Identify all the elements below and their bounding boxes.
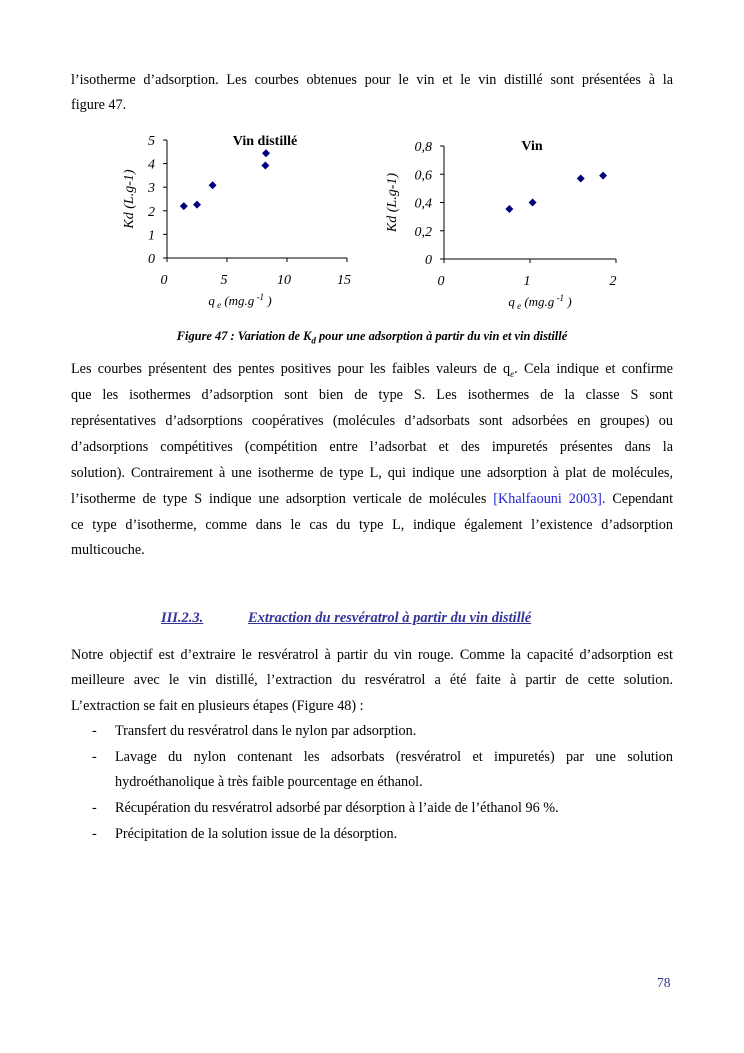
data-point: [261, 161, 269, 169]
data-point: [209, 181, 217, 189]
bullet-dash: -: [92, 723, 97, 739]
y-tick-label: 0,4: [414, 196, 432, 212]
bullet-dash: -: [92, 826, 97, 842]
data-point: [505, 205, 513, 213]
caption-text: pour une adsorption à partir du vin et vin distillé: [315, 329, 568, 343]
text-line: figure 47.: [71, 97, 127, 113]
text-line: L’extraction se fait en plusieurs étapes (Figure 48) :: [71, 698, 364, 714]
text-line: Notre objectif est d’extraire le resvératrol à partir du vin rouge. Comme la capacité d’adsorption est: [71, 647, 673, 663]
bullet-text: Précipitation de la solution issue de la désorption.: [115, 826, 398, 842]
y-tick-label: 3: [148, 181, 155, 197]
x-tick-label: 5: [220, 273, 228, 288]
page-number: 78: [657, 975, 671, 990]
bullet-text: Lavage du nylon contenant les adsorbats (resvératrol et impuretés) par une solution: [115, 749, 673, 765]
x-axis-label: q $_e$ (mg.g $^{-1}$ ): [508, 293, 572, 311]
x-tick-label: 0: [437, 274, 445, 289]
y-tick-label: 0,8: [414, 140, 432, 155]
x-tick-label: 1: [523, 274, 531, 289]
figure-caption: [0, 329, 744, 345]
y-axis-label: Kd (L.g-1): [122, 169, 137, 229]
text: Les courbes présentent des pentes positives pour les faibles valeurs de q: [71, 361, 511, 377]
y-tick-label: 0: [425, 253, 432, 268]
citation-link[interactable]: [Khalfaouni 2003].: [493, 491, 606, 507]
y-tick-label: 0: [148, 252, 155, 267]
text: l’isotherme de type S indique une adsorption verticale de molécules: [71, 491, 494, 507]
x-axis-label: q $_e$ (mg.g $^{-1}$ ): [208, 292, 272, 310]
y-tick-label: 2: [148, 204, 155, 220]
text-line: que les isothermes d’adsorption sont bien de type S. Les isothermes de la classe S sont: [71, 387, 673, 403]
data-point: [180, 202, 188, 210]
text-line: d’adsorptions compétitives (compétition entre l’adsorbat et des impuretés présentes dans la: [71, 439, 673, 455]
bullet-text: hydroéthanolique à très faible pourcentage en éthanol.: [115, 774, 423, 790]
x-tick-label: 15: [337, 273, 351, 288]
text: . Cela indique et confirme: [514, 361, 673, 377]
chart-title: Vin: [521, 139, 543, 154]
x-tick-label: 10: [277, 273, 291, 288]
caption-text: Figure 47 : Variation de K: [176, 329, 312, 343]
y-tick-label: 5: [148, 134, 155, 149]
x-tick-label: 2: [609, 274, 617, 289]
text-line: ce type d’isotherme, comme dans le cas du type L, indique également l’existence d’adsorption: [71, 517, 673, 533]
data-point: [577, 174, 585, 182]
y-tick-label: 0,6: [414, 168, 432, 184]
bullet-dash: -: [92, 800, 97, 816]
text-line: solution). Contrairement à une isotherme de type L, qui indique une adsorption à plat de molécules,: [71, 465, 673, 481]
y-tick-label: 4: [148, 157, 155, 173]
data-point: [193, 201, 201, 209]
text: Cependant: [605, 491, 674, 507]
chart-title: Vin distillé: [232, 134, 298, 149]
x-tick-label: 0: [160, 273, 168, 288]
figure-47-charts: [0, 0, 744, 320]
section-title: Extraction du resvératrol à partir du vin distillé: [248, 610, 532, 626]
caption-sub: d: [311, 335, 316, 346]
subscript: e: [510, 368, 515, 379]
text-line: meilleure avec le vin distillé, l’extraction du resvératrol a été faite à partir de cette solution.: [71, 672, 673, 688]
section-number: III.2.3.: [161, 610, 204, 626]
y-tick-label: 1: [148, 228, 155, 244]
text-line: l’isotherme d’adsorption. Les courbes obtenues pour le vin et le vin distillé sont présentées à la: [71, 72, 673, 88]
data-point: [529, 199, 537, 207]
data-point: [262, 149, 270, 157]
bullet-text: Récupération du resvératrol adsorbé par désorption à l’aide de l’éthanol 96 %.: [115, 800, 559, 816]
data-point: [599, 172, 607, 180]
text-line: représentatives d’adsorptions coopératives (molécules d’adsorbats sont adsorbées en groupes) ou: [71, 413, 673, 429]
bullet-dash: -: [92, 749, 97, 765]
bullet-text: Transfert du resvératrol dans le nylon par adsorption.: [115, 723, 417, 739]
text-line: multicouche.: [71, 542, 145, 558]
text-line: [71, 361, 673, 382]
y-axis-label: Kd (L.g-1): [385, 172, 400, 233]
text-line: [71, 491, 673, 507]
y-tick-label: 0,2: [414, 224, 432, 240]
